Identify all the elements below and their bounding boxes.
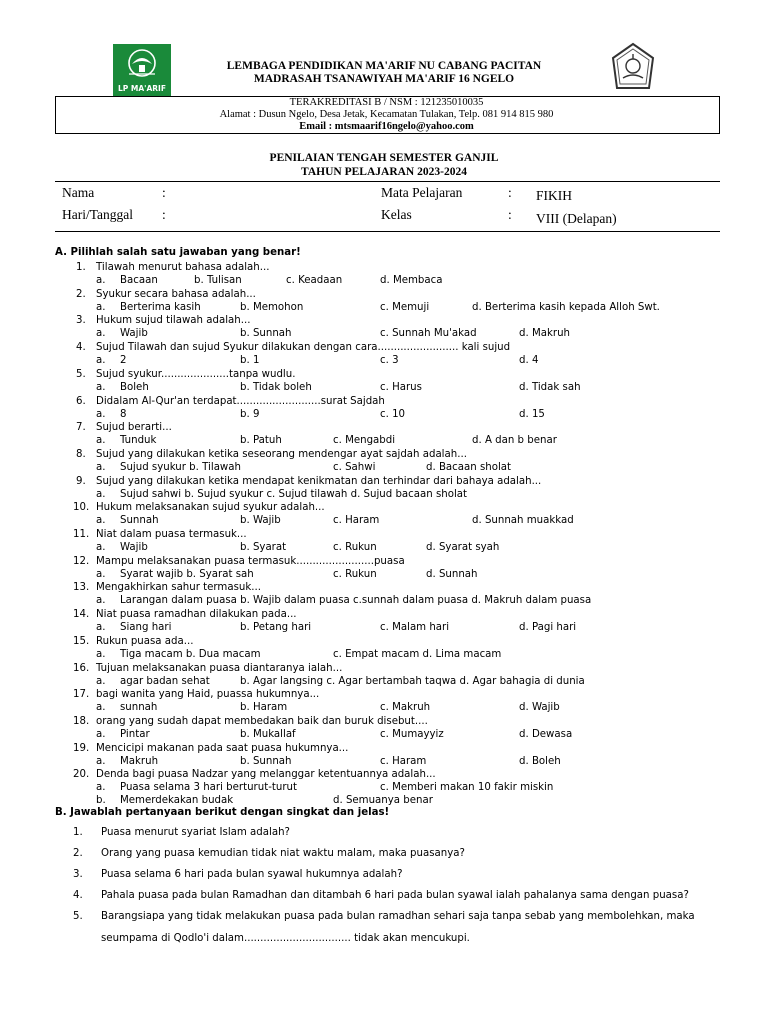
option-letter: a. bbox=[96, 756, 106, 767]
option-letter: a. bbox=[96, 435, 106, 446]
name-label: Nama bbox=[62, 185, 95, 200]
option-text: Memerdekakan budak bbox=[120, 795, 234, 806]
subject-value: FIKIH bbox=[536, 188, 572, 203]
option-text: d. 4 bbox=[519, 355, 539, 366]
essay-question: Puasa selama 6 hari pada bulan syawal hukumnya adalah? bbox=[101, 869, 403, 880]
option-letter: a. bbox=[96, 595, 106, 606]
option-letter: a. bbox=[96, 489, 106, 500]
option-text: c. Mengabdi bbox=[333, 435, 396, 446]
essay-question: Barangsiapa yang tidak melakukan puasa pada bulan ramadhan sehari saja tanpa sebab yang membolehkan, maka bbox=[101, 911, 695, 922]
exam-year: TAHUN PELAJARAN 2023-2024 bbox=[301, 166, 467, 178]
question-text: Mampu melaksanakan puasa termasuk........................puasa bbox=[96, 556, 405, 567]
question-text: orang yang sudah dapat membedakan baik dan buruk disebut.... bbox=[96, 716, 428, 727]
question-text: Denda bagi puasa Nadzar yang melanggar ketentuannya adalah... bbox=[96, 769, 436, 780]
option-text: d. Sunnah bbox=[426, 569, 478, 580]
section-a-heading: A. Pilihlah salah satu jawaban yang benar! bbox=[55, 247, 301, 258]
option-letter: a. bbox=[96, 702, 106, 713]
option-text: c. Haram bbox=[333, 515, 380, 526]
essay-number: 1. bbox=[73, 827, 83, 838]
option-text: 2 bbox=[120, 355, 127, 366]
option-letter: b. bbox=[96, 795, 106, 806]
option-text: b. 9 bbox=[240, 409, 260, 420]
option-text: c. Empat macam d. Lima macam bbox=[333, 649, 502, 660]
option-text: Siang hari bbox=[120, 622, 172, 633]
question-number: 3. bbox=[76, 315, 86, 326]
option-text: b. Patuh bbox=[240, 435, 282, 446]
option-text: b. Agar langsing c. Agar bertambah taqwa d. Agar bahagia di dunia bbox=[240, 676, 585, 687]
divider bbox=[55, 231, 720, 232]
option-text: Bacaan bbox=[120, 275, 158, 286]
essay-number: 2. bbox=[73, 848, 83, 859]
divider bbox=[55, 181, 720, 182]
option-letter: a. bbox=[96, 676, 106, 687]
option-text: Wajib bbox=[120, 542, 148, 553]
option-text: sunnah bbox=[120, 702, 158, 713]
address: Alamat : Dusun Ngelo, Desa Jetak, Kecamatan Tulakan, Telp. 081 914 815 980 bbox=[219, 109, 554, 120]
question-text: Sujud berarti... bbox=[96, 422, 172, 433]
option-text: Wajib bbox=[120, 328, 148, 339]
question-number: 4. bbox=[76, 342, 86, 353]
question-text: Didalam Al-Qur'an terdapat..........................surat Sajdah bbox=[96, 396, 385, 407]
option-letter: a. bbox=[96, 328, 106, 339]
question-text: Rukun puasa ada... bbox=[96, 636, 194, 647]
option-letter: a. bbox=[96, 649, 106, 660]
option-text: c. 10 bbox=[380, 409, 406, 420]
day-label: Hari/Tanggal bbox=[62, 207, 134, 222]
logo-text: LP MA'ARIF bbox=[118, 84, 166, 93]
option-text: d. Membaca bbox=[380, 275, 443, 286]
option-text: b. 1 bbox=[240, 355, 260, 366]
question-number: 14. bbox=[73, 609, 90, 620]
option-letter: a. bbox=[96, 622, 106, 633]
option-text: Sunnah bbox=[120, 515, 159, 526]
option-text: c. Keadaan bbox=[286, 275, 343, 286]
option-text: c. Makruh bbox=[380, 702, 431, 713]
option-text: d. Dewasa bbox=[519, 729, 573, 740]
option-text: c. Sunnah Mu'akad bbox=[380, 328, 477, 339]
option-text: c. Sahwi bbox=[333, 462, 376, 473]
option-text: d. Berterima kasih kepada Alloh Swt. bbox=[472, 302, 660, 313]
option-text: Boleh bbox=[120, 382, 149, 393]
option-text: c. Malam hari bbox=[380, 622, 450, 633]
class-colon: : bbox=[508, 207, 512, 222]
option-text: d. Tidak sah bbox=[519, 382, 581, 393]
option-text: c. Memberi makan 10 fakir miskin bbox=[380, 782, 554, 793]
question-number: 16. bbox=[73, 663, 90, 674]
option-text: b. Tulisan bbox=[194, 275, 242, 286]
option-text: d. 15 bbox=[519, 409, 545, 420]
option-text: b. Petang hari bbox=[240, 622, 312, 633]
question-number: 11. bbox=[73, 529, 90, 540]
subject-label: Mata Pelajaran bbox=[381, 185, 463, 200]
option-text: Berterima kasih bbox=[120, 302, 201, 313]
section-b-heading: B. Jawablah pertanyaan berikut dengan singkat dan jelas! bbox=[55, 807, 390, 818]
question-text: Mengakhirkan sahur termasuk... bbox=[96, 582, 261, 593]
question-text: Mencicipi makanan pada saat puasa hukumnya... bbox=[96, 743, 349, 754]
option-text: Puasa selama 3 hari berturut-turut bbox=[120, 782, 297, 793]
option-text: b. Mukallaf bbox=[240, 729, 296, 740]
option-text: c. Haram bbox=[380, 756, 427, 767]
question-text: Sujud yang dilakukan ketika mendapat kenikmatan dan terhindar dari bahaya adalah... bbox=[96, 476, 542, 487]
question-number: 19. bbox=[73, 743, 90, 754]
option-letter: a. bbox=[96, 515, 106, 526]
question-text: bagi wanita yang Haid, puassa hukumnya... bbox=[96, 689, 320, 700]
option-letter: a. bbox=[96, 275, 106, 286]
essay-question: Orang yang puasa kemudian tidak niat waktu malam, maka puasanya? bbox=[101, 848, 465, 859]
option-text: b. Syarat bbox=[240, 542, 287, 553]
option-text: c. 3 bbox=[380, 355, 399, 366]
option-text: b. Haram bbox=[240, 702, 288, 713]
option-text: 8 bbox=[120, 409, 127, 420]
option-text: c. Rukun bbox=[333, 542, 377, 553]
subject-colon: : bbox=[508, 185, 512, 200]
option-text: b. Tidak boleh bbox=[240, 382, 312, 393]
question-text: Tujuan melaksanakan puasa diantaranya ialah... bbox=[96, 663, 343, 674]
option-letter: a. bbox=[96, 409, 106, 420]
class-label: Kelas bbox=[381, 207, 412, 222]
option-text: c. Mumayyiz bbox=[380, 729, 444, 740]
option-text: d. Wajib bbox=[519, 702, 560, 713]
option-text: b. Sunnah bbox=[240, 328, 292, 339]
option-text: Tunduk bbox=[120, 435, 157, 446]
question-number: 12. bbox=[73, 556, 90, 567]
question-text: Sujud syukur.....................tanpa wudlu. bbox=[96, 369, 296, 380]
question-number: 7. bbox=[76, 422, 86, 433]
question-number: 8. bbox=[76, 449, 86, 460]
option-letter: a. bbox=[96, 462, 106, 473]
accreditation: TERAKREDITASI B / NSM : 121235010035 bbox=[289, 97, 484, 108]
essay-question-continued: seumpama di Qodlo'i dalam................................. tidak akan mencukupi. bbox=[101, 933, 470, 944]
option-text: Sujud syukur b. Tilawah bbox=[120, 462, 241, 473]
question-text: Hukum sujud tilawah adalah... bbox=[96, 315, 251, 326]
question-number: 15. bbox=[73, 636, 90, 647]
option-text: d. Pagi hari bbox=[519, 622, 577, 633]
essay-question: Puasa menurut syariat Islam adalah? bbox=[101, 827, 290, 838]
option-text: c. Memuji bbox=[380, 302, 430, 313]
essay-number: 5. bbox=[73, 911, 83, 922]
option-text: b. Memohon bbox=[240, 302, 304, 313]
class-value: VIII (Delapan) bbox=[536, 211, 617, 226]
option-text: Makruh bbox=[120, 756, 159, 767]
option-text: b. Sunnah bbox=[240, 756, 292, 767]
option-text: agar badan sehat bbox=[120, 676, 210, 687]
question-number: 17. bbox=[73, 689, 90, 700]
option-text: c. Harus bbox=[380, 382, 422, 393]
question-number: 20. bbox=[73, 769, 90, 780]
question-text: Sujud Tilawah dan sujud Syukur dilakukan dengan cara......................... kali sujud bbox=[96, 342, 511, 353]
option-letter: a. bbox=[96, 302, 106, 313]
question-number: 1. bbox=[76, 262, 86, 273]
email: Email : mtsmaarif16ngelo@yahoo.com bbox=[299, 121, 474, 132]
option-letter: a. bbox=[96, 569, 106, 580]
option-text: d. Makruh bbox=[519, 328, 570, 339]
question-number: 6. bbox=[76, 396, 86, 407]
question-number: 10. bbox=[73, 502, 90, 513]
question-text: Sujud yang dilakukan ketika seseorang mendengar ayat sajdah adalah... bbox=[96, 449, 467, 460]
question-number: 13. bbox=[73, 582, 90, 593]
option-text: d. Boleh bbox=[519, 756, 561, 767]
option-letter: a. bbox=[96, 729, 106, 740]
essay-number: 3. bbox=[73, 869, 83, 880]
option-text: d. A dan b benar bbox=[472, 435, 557, 446]
essay-number: 4. bbox=[73, 890, 83, 901]
option-text: b. Wajib bbox=[240, 515, 281, 526]
option-text: c. Rukun bbox=[333, 569, 377, 580]
question-text: Niat puasa ramadhan dilakukan pada... bbox=[96, 609, 297, 620]
question-number: 9. bbox=[76, 476, 86, 487]
question-text: Hukum melaksanakan sujud syukur adalah... bbox=[96, 502, 325, 513]
option-text: Sujud sahwi b. Sujud syukur c. Sujud tilawah d. Sujud bacaan sholat bbox=[120, 489, 468, 500]
option-text: d. Bacaan sholat bbox=[426, 462, 512, 473]
question-number: 2. bbox=[76, 289, 86, 300]
question-text: Niat dalam puasa termasuk... bbox=[96, 529, 247, 540]
option-letter: a. bbox=[96, 542, 106, 553]
essay-question: Pahala puasa pada bulan Ramadhan dan ditambah 6 hari pada bulan syawal ialah pahalanya sama dengan puasa? bbox=[101, 890, 689, 901]
option-letter: a. bbox=[96, 355, 106, 366]
question-text: Syukur secara bahasa adalah... bbox=[96, 289, 256, 300]
institution-name: LEMBAGA PENDIDIKAN MA'ARIF NU CABANG PACITAN bbox=[226, 60, 542, 72]
option-text: Syarat wajib b. Syarat sah bbox=[120, 569, 254, 580]
option-text: Tiga macam b. Dua macam bbox=[120, 649, 261, 660]
option-text: d. Sunnah muakkad bbox=[472, 515, 574, 526]
day-colon: : bbox=[162, 207, 166, 222]
question-number: 5. bbox=[76, 369, 86, 380]
option-text: d. Syarat syah bbox=[426, 542, 500, 553]
school-name: MADRASAH TSANAWIYAH MA'ARIF 16 NGELO bbox=[253, 73, 515, 85]
option-text: Pintar bbox=[120, 729, 150, 740]
option-text: d. Semuanya benar bbox=[333, 795, 433, 806]
name-colon: : bbox=[162, 185, 166, 200]
option-letter: a. bbox=[96, 382, 106, 393]
option-text: Larangan dalam puasa b. Wajib dalam puasa c.sunnah dalam puasa d. Makruh dalam puasa bbox=[120, 595, 592, 606]
exam-title: PENILAIAN TENGAH SEMESTER GANJIL bbox=[269, 152, 499, 164]
question-number: 18. bbox=[73, 716, 90, 727]
option-letter: a. bbox=[96, 782, 106, 793]
question-text: Tilawah menurut bahasa adalah... bbox=[96, 262, 270, 273]
